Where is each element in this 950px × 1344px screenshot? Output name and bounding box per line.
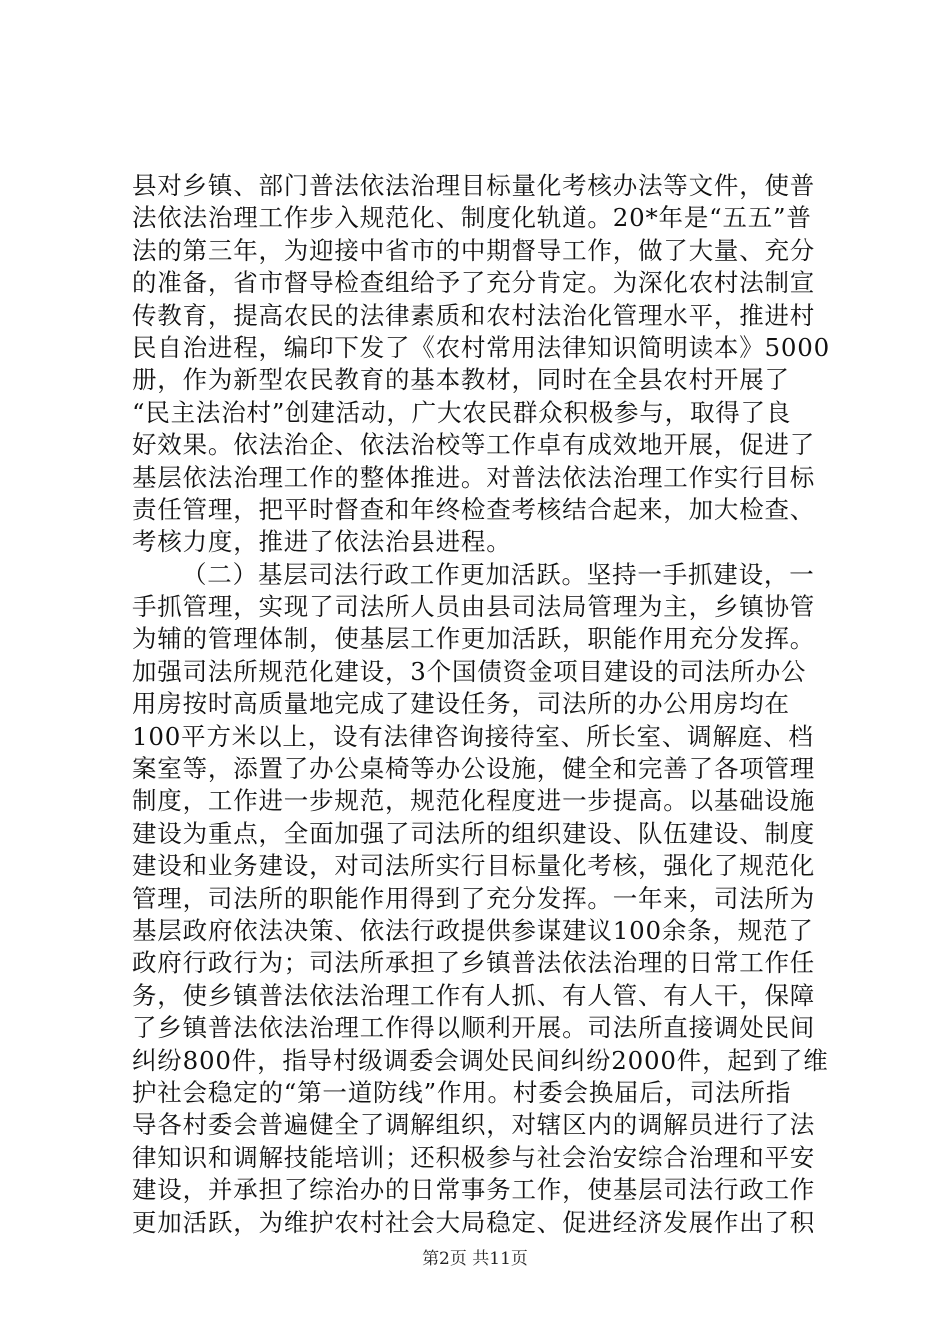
text-line: 100平方米以上，设有法律咨询接待室、所长室、调解庭、档 (132, 721, 814, 751)
text-line: 更加活跃，为维护农村社会大局稳定、促进经济发展作出了积 (132, 1207, 816, 1237)
text-line: （二）基层司法行政工作更加活跃。坚持一手抓建设，一 (182, 559, 815, 589)
text-line: 了乡镇普法依法治理工作得以顺利开展。司法所直接调处民间 (132, 1013, 816, 1043)
document-body (132, 170, 832, 1239)
text-line: 基层政府依法决策、依法行政提供参谋建议100余条，规范了 (132, 915, 814, 945)
text-line: 加强司法所规范化建设，3个国债资金项目建设的司法所办公 (132, 656, 807, 686)
text-line: 建设为重点，全面加强了司法所的组织建设、队伍建设、制度 (132, 818, 816, 848)
text-line: 法依法治理工作步入规范化、制度化轨道。20*年是“五五”普 (132, 203, 812, 233)
text-line: 基层依法治理工作的整体推进。对普法依法治理工作实行目标 (132, 462, 816, 492)
text-line: 册，作为新型农民教育的基本教材，同时在全县农村开展了 (132, 365, 790, 395)
text-line: 县对乡镇、部门普法依法治理目标量化考核办法等文件，使普 (132, 171, 816, 200)
text-line: 传教育，提高农民的法律素质和农村法治化管理水平，推进村 (132, 300, 816, 330)
text-line: 的准备，省市督导检查组给予了充分肯定。为深化农村法制宣 (132, 268, 816, 298)
text-line: 建设和业务建设，对司法所实行目标量化考核，强化了规范化 (132, 851, 816, 881)
text-line: 建设，并承担了综治办的日常事务工作，使基层司法行政工作 (132, 1175, 816, 1205)
page-footer: 第2页 共11页 (422, 1249, 528, 1269)
text-line: 律知识和调解技能培训；还积极参与社会治安综合治理和平安 (132, 1142, 816, 1172)
text-line: 纠纷800件，指导村级调委会调处民间纠纷2000件，起到了维 (132, 1045, 829, 1075)
text-line: 政府行政行为；司法所承担了乡镇普法依法治理的日常工作任 (132, 948, 816, 978)
text-line: 案室等，添置了办公桌椅等办公设施，健全和完善了各项管理 (132, 754, 816, 784)
text-line: 为辅的管理体制，使基层工作更加活跃，职能作用充分发挥。 (132, 624, 816, 654)
text-line: 责任管理，把平时督查和年终检查考核结合起来，加大检查、 (132, 494, 816, 524)
text-line: 护社会稳定的“第一道防线”作用。村委会换届后，司法所指 (132, 1077, 792, 1107)
text-line: “民主法治村”创建活动，广大农民群众积极参与，取得了良 (132, 397, 792, 427)
text-line: 民自治进程，编印下发了《农村常用法律知识简明读本》5000 (132, 332, 831, 362)
text-line: 用房按时高质量地完成了建设任务，司法所的办公用房均在 (132, 689, 790, 719)
text-line: 法的第三年，为迎接中省市的中期督导工作，做了大量、充分 (132, 235, 816, 265)
text-line: 手抓管理，实现了司法所人员由县司法局管理为主，乡镇协管 (132, 592, 816, 622)
text-line: 考核力度，推进了依法治县进程。 (132, 527, 512, 557)
text-line: 务，使乡镇普法依法治理工作有人抓、有人管、有人干，保障 (132, 980, 816, 1010)
text-line: 导各村委会普遍健全了调解组织，对辖区内的调解员进行了法 (132, 1110, 816, 1140)
text-line: 管理，司法所的职能作用得到了充分发挥。一年来，司法所为 (132, 883, 816, 913)
text-line: 好效果。依法治企、依法治校等工作卓有成效地开展，促进了 (132, 430, 816, 460)
text-line: 制度，工作进一步规范，规范化程度进一步提高。以基础设施 (132, 786, 816, 816)
